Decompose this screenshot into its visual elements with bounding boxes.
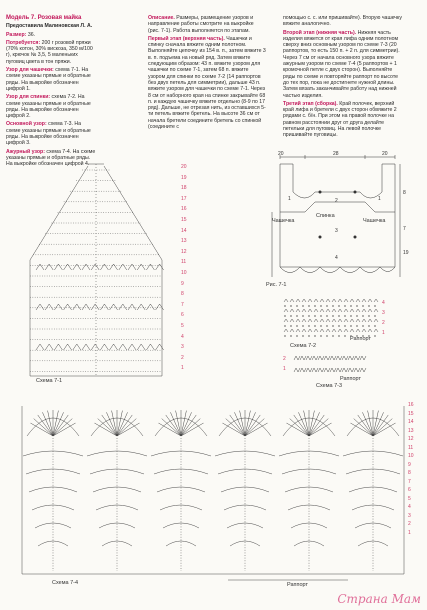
scheme-7-4-row-12: 12 <box>408 436 414 442</box>
straps-value: схема 7-2. На схеме указаны прямые и обратные ряды. На выкройке обозначен цифрой 2. <box>6 94 91 120</box>
scheme-7-1-row-7: 7 <box>181 301 184 308</box>
stage1-continuation: помощью с. с. или пришивайте). Вторую чашечку вяжите аналогично. <box>283 15 402 28</box>
scheme-7-1-row-14: 14 <box>181 227 187 234</box>
text-column-3 <box>283 15 403 141</box>
stage1-value: Чашечки и спинку сначала вяжите одним полотном. Выполняйте цепочку из 154 в. п., затем вяжите 3 в. п. подъема на новый ряд. Затем вяжите следующим образом: 43 п. вяжите узором для чашечки по схеме 7-1, затем 68 п. вяжите узором для спинки по схеме 7-2 (14 раппортов без двух петель для симметрии), дальше 43 п. вяжите узором для чашечки по схеме 7-1. Через 8 см от наборного края на спинке закрывайте 68 п. и каждую чашечку вяжите отдельно (8-9 по 17 ряд). Дальше, не отрезая нить, из оставшихся 5-ти петель вяжите бретель. На высоте 36 см от начала бретели соедините бретель со спинкой (соедините с <box>148 35 266 131</box>
cups-label: Узор для чашечки: <box>6 67 54 74</box>
scheme-7-4-row-16: 16 <box>408 402 414 408</box>
main-label: Основной узор: <box>6 121 47 128</box>
scheme-7-4-row-1: 1 <box>408 529 411 536</box>
pattern-cup-right: Чашечка <box>363 218 386 224</box>
author: Предоставила Малиновская Л. А. <box>6 23 93 30</box>
scheme-7-4-row-7: 7 <box>408 478 411 485</box>
desc-value: Размеры, размещение узоров и направление работы смотрите на выкройке (рис. 7-1). Работа выполняется по этапам. <box>148 15 254 34</box>
zone-4: 4 <box>335 255 338 261</box>
scheme-7-1-row-9: 9 <box>181 280 184 287</box>
scheme-7-4-row-3: 3 <box>408 512 411 519</box>
scheme-7-3-label: Схема 7-3 <box>316 383 343 389</box>
scheme-7-4-rapport: Раппорт <box>287 582 309 588</box>
scheme-7-1-row-19: 19 <box>181 174 187 181</box>
scheme-7-4-diagram <box>18 396 408 586</box>
scheme-7-1-row-3: 3 <box>181 344 184 351</box>
pattern-height-2: 7 <box>403 226 406 232</box>
scheme-7-1-row-20: 20 <box>181 164 187 170</box>
scheme-7-1-row-17: 17 <box>181 195 187 202</box>
pattern-cup-left: Чашечка <box>272 218 295 224</box>
model-title: Модель 7. Розовая майка <box>6 15 82 21</box>
need-label: Потребуется: <box>6 39 41 46</box>
scheme-7-4-row-11: 11 <box>408 444 414 451</box>
scheme-7-4-row-5: 5 <box>408 495 411 502</box>
pattern-width-3: 20 <box>382 151 388 157</box>
scheme-7-4-row-10: 10 <box>408 453 414 459</box>
scheme-7-4-row-2: 2 <box>408 521 411 527</box>
pattern-back: Спинка <box>316 213 335 219</box>
stage3-value: Край полочек, верхний край лифа и бретели с двух сторон обвяжите 2 рядами с. б/н. При этом на правой полочке на равном расстоянии друг от друга делайте петельки для пуговиц. На левой полочке пришивайте пуговицы. <box>283 100 397 139</box>
scheme-7-3-rapport: Раппорт <box>340 376 362 382</box>
scheme-7-4-row-13: 13 <box>408 427 414 434</box>
scheme-7-1-diagram <box>10 160 180 385</box>
scheme-7-2-row-2: 2 <box>382 320 385 326</box>
lace-value: схема 7-4. На схеме указаны прямые и обратные ряды. На выкройке обозначен цифрой 4. <box>6 148 96 168</box>
scheme-7-4-row-14: 14 <box>408 419 414 425</box>
scheme-7-4-row-9: 9 <box>408 461 411 468</box>
scheme-7-4-row-6: 6 <box>408 487 411 493</box>
scheme-7-3-row-1: 1 <box>283 366 286 372</box>
scheme-7-4-row-15: 15 <box>408 410 414 417</box>
scheme-7-4-row-4: 4 <box>408 504 411 510</box>
stage2-label: Второй этап (нижняя часть). <box>283 29 357 36</box>
scheme-7-1-row-11: 11 <box>181 259 187 266</box>
stage1-label: Первый этап (верхняя часть). <box>148 35 225 42</box>
scheme-7-2-row-4: 4 <box>382 300 385 306</box>
stage2-value: Нижняя часть изделия вяжется от края лифа одним полотном сверху вниз основным узором по схеме 7-3 (20 раппортов, то есть 150 п. + 2 п. для симметрии). Через 7 см от начала основного узора вяжите ажурным узором по схеме 7-4 (5 раппортов + 1 кромочной петле с двух сторон). Выполняйте ряды по схеме и повторяйте раппорт по высоте до тех пор, пока не достигнете нужной длины. Затем вязать заканчивайте работу над нижней частью изделия. <box>283 29 400 99</box>
scheme-7-1-row-1: 1 <box>181 365 184 372</box>
scheme-7-4-label: Схема 7-4 <box>52 580 79 586</box>
zone-1b: 1 <box>378 196 381 202</box>
need-value: 200 г розовой пряжи (70% котон, 30% вискоза, 350 м/100 г), крючок № 3,5, 5 маленьких пуговиц цвета в тон пряжи. <box>6 39 93 65</box>
scheme-7-1-row-15: 15 <box>181 217 187 223</box>
scheme-7-2-rapport: Раппорт <box>350 336 372 342</box>
scheme-7-1-row-12: 12 <box>181 248 187 255</box>
zone-3: 3 <box>335 228 338 234</box>
stage3-label: Третий этап (сборка). <box>283 100 338 107</box>
scheme-7-2-row-1: 1 <box>382 330 385 336</box>
size-value: 36. <box>26 31 36 38</box>
pattern-height-1: 8 <box>403 190 406 196</box>
pattern-drawing <box>260 152 415 297</box>
text-column-1 <box>6 15 96 170</box>
scheme-7-1-row-2: 2 <box>181 354 184 361</box>
scheme-7-1-row-13: 13 <box>181 238 187 245</box>
scheme-7-1-row-16: 16 <box>181 206 187 213</box>
scheme-7-1-row-8: 8 <box>181 291 184 298</box>
watermark-logo: Страна Мам <box>337 592 421 606</box>
zone-1a: 1 <box>288 196 291 202</box>
lace-label: Ажурный узор: <box>6 148 45 155</box>
pattern-width-2: 28 <box>333 151 339 157</box>
scheme-7-1-label: Схема 7-1 <box>36 378 63 384</box>
pattern-height-3: 19 <box>403 250 409 256</box>
pattern-width-1: 20 <box>278 151 284 157</box>
scheme-7-1-row-4: 4 <box>181 333 184 340</box>
size-label: Размер: <box>6 31 27 38</box>
text-column-2 <box>148 15 266 132</box>
desc-label: Описание. <box>148 15 175 21</box>
scheme-7-1-row-5: 5 <box>181 323 184 329</box>
scheme-7-1-row-10: 10 <box>181 270 187 276</box>
scheme-7-1-row-18: 18 <box>181 185 187 192</box>
scheme-7-3-row-2: 2 <box>283 356 286 362</box>
pattern-fig-label: Рис. 7-1 <box>266 282 287 288</box>
scheme-7-2-label: Схема 7-2 <box>290 343 317 349</box>
cups-value: схема 7-1. На схеме указаны прямые и обратные ряды. На выкройке обозначен цифрой 1. <box>6 67 91 92</box>
straps-label: Узор для спинки: <box>6 94 51 101</box>
main-value: схема 7-3. На схеме указаны прямые и обратные ряды. На выкройке обозначен цифрой 3. <box>6 121 91 147</box>
scheme-7-4-row-8: 8 <box>408 470 411 476</box>
zone-2: 2 <box>335 198 338 204</box>
scheme-7-1-row-6: 6 <box>181 312 184 319</box>
scheme-7-2-row-3: 3 <box>382 310 385 316</box>
